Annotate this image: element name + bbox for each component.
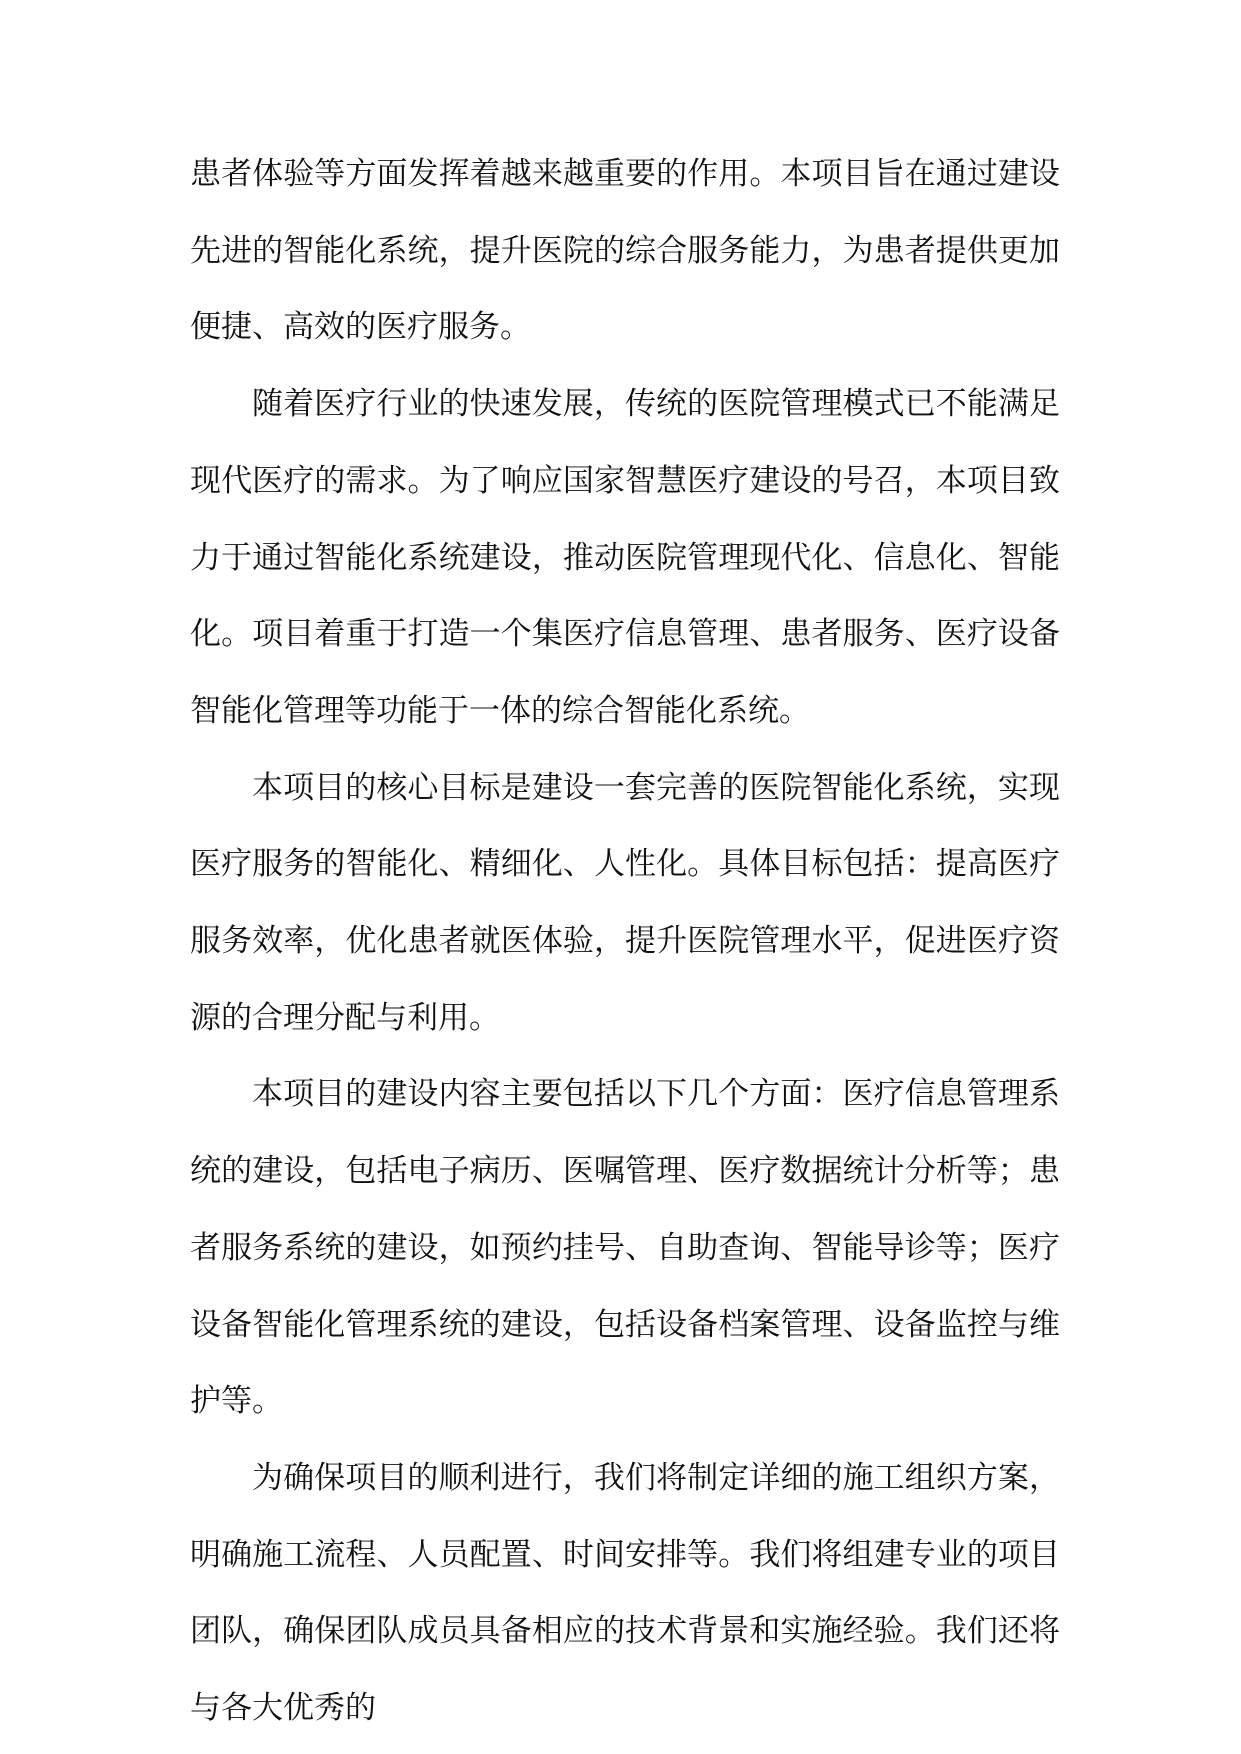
paragraph-organization: 为确保项目的顺利进行，我们将制定详细的施工组织方案，明确施工流程、人员配置、时间安排等。我们将组建专业的项目团队，确保团队成员具备相应的技术背景和实施经验。我们还将与各大优秀的 — [190, 1459, 1060, 1727]
paragraph-continuation: 患者体验等方面发挥着越来越重要的作用。本项目旨在通过建设先进的智能化系统，提升医院的综合服务能力，为患者提供更加便捷、高效的医疗服务。 — [190, 156, 1060, 346]
paragraph-background: 随着医疗行业的快速发展，传统的医院管理模式已不能满足现代医疗的需求。为了响应国家智慧医疗建设的号召，本项目致力于通过智能化系统建设，推动医院管理现代化、信息化、智能化。项目着重于打造一个集医疗信息管理、患者服务、医疗设备智能化管理等功能于一体的综合智能化系统。 — [190, 386, 1060, 729]
paragraph-objectives: 本项目的核心目标是建设一套完善的医院智能化系统，实现医疗服务的智能化、精细化、人性化。具体目标包括：提高医疗服务效率，优化患者就医体验，提升医院管理水平，促进医疗资源的合理分配与利用。 — [190, 769, 1060, 1036]
paragraph-scope: 本项目的建设内容主要包括以下几个方面：医疗信息管理系统的建设，包括电子病历、医嘱管理、医疗数据统计分析等；患者服务系统的建设，如预约挂号、自助查询、智能导诊等；医疗设备智能化管理系统的建设，包括设备档案管理、设备监控与维护等。 — [190, 1076, 1060, 1420]
document-body — [190, 136, 1060, 1747]
